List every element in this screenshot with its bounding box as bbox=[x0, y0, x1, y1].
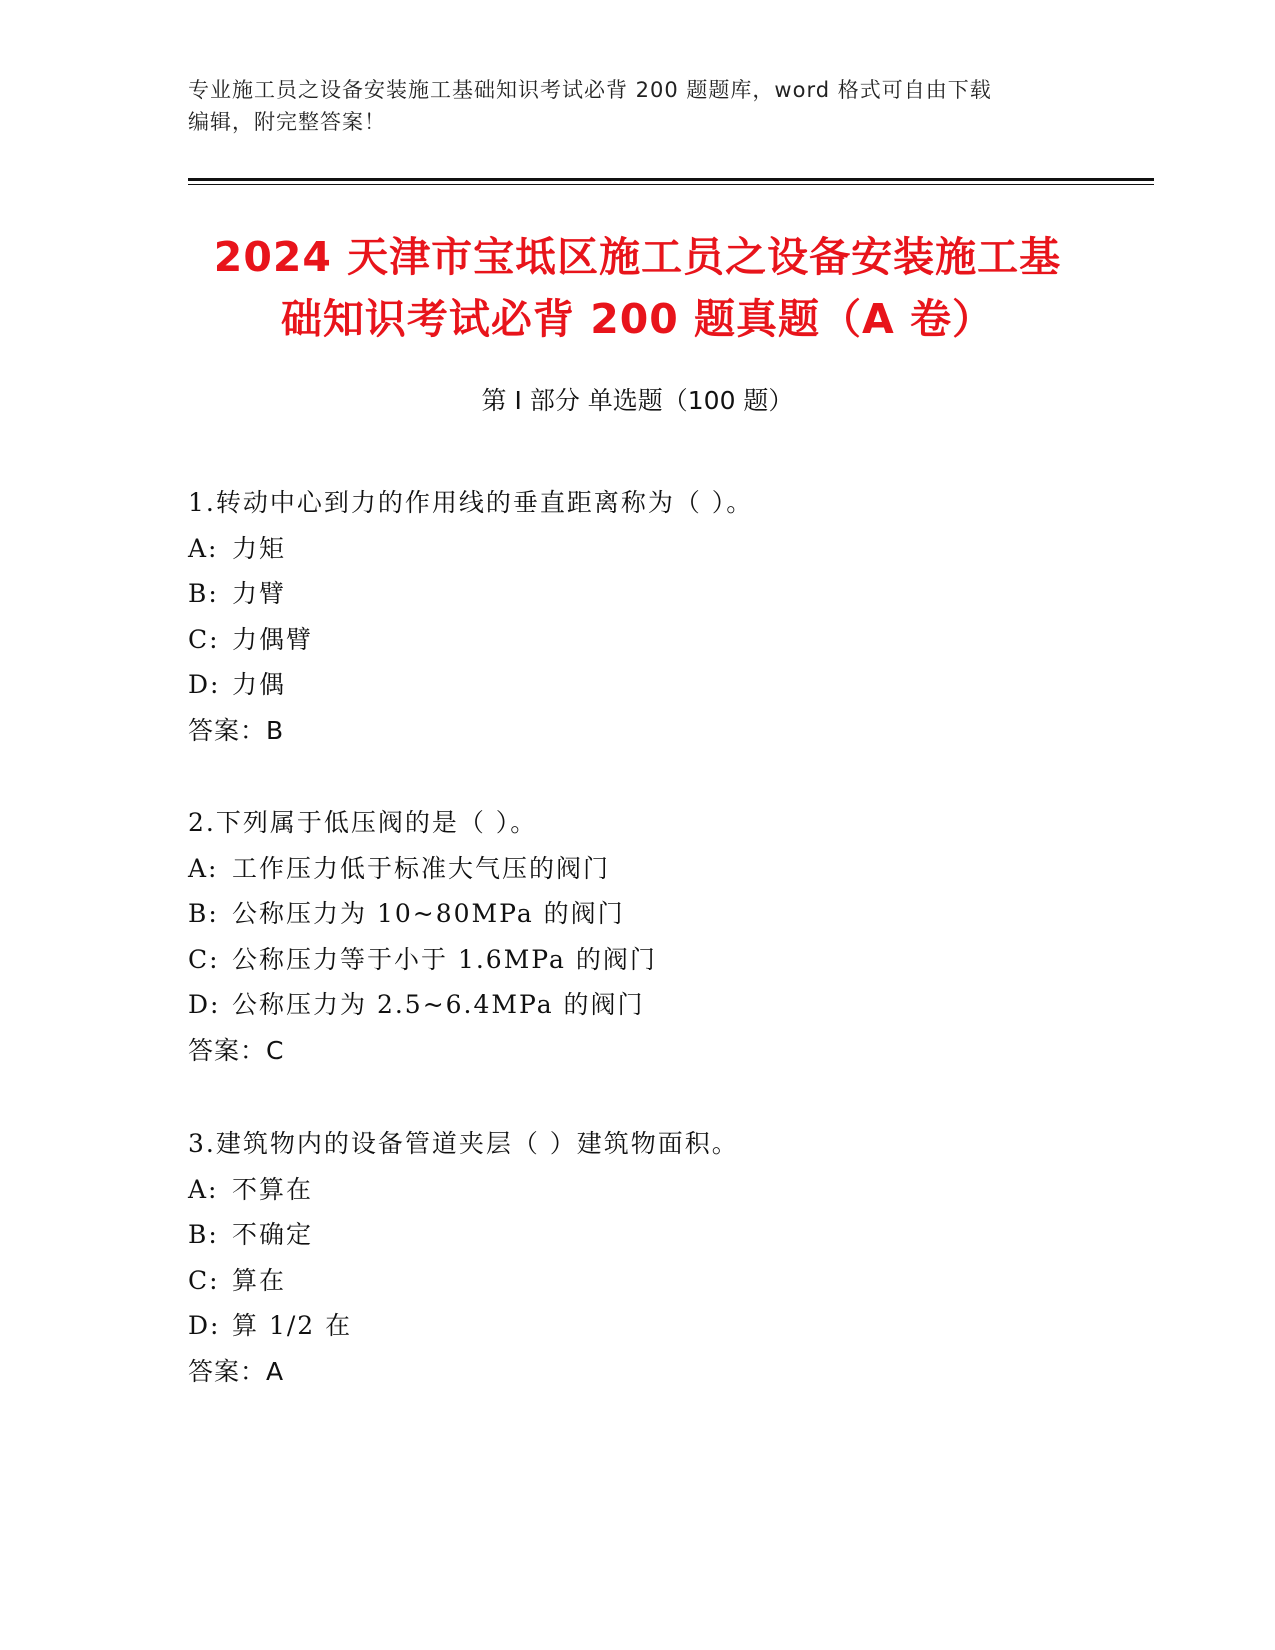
question-stem: 2.下列属于低压阀的是（ ）。 bbox=[188, 808, 538, 837]
option-text: 工作压力低于标准大气压的阀门 bbox=[232, 853, 611, 883]
option-text: 力偶 bbox=[232, 670, 287, 699]
option-b bbox=[188, 891, 1088, 937]
option-text: 力矩 bbox=[232, 533, 287, 563]
option-text: 公称压力等于小于 1.6MPa 的阀门 bbox=[232, 944, 657, 974]
answer-line: 答案：B bbox=[188, 715, 285, 745]
option-letter: A: bbox=[188, 533, 219, 563]
option-text: 公称压力为 10~80MPa 的阀门 bbox=[232, 899, 625, 928]
option-letter: A: bbox=[188, 1174, 219, 1204]
option-letter: D: bbox=[188, 1311, 221, 1340]
question-1 bbox=[188, 480, 1088, 753]
option-text: 力偶臂 bbox=[232, 624, 314, 654]
option-a bbox=[188, 1167, 1088, 1213]
question-stem: 1.转动中心到力的作用线的垂直距离称为（ ）。 bbox=[188, 488, 754, 517]
option-letter: A: bbox=[188, 853, 219, 883]
option-text: 不算在 bbox=[232, 1174, 314, 1204]
option-d bbox=[188, 982, 1088, 1028]
option-a bbox=[188, 846, 1088, 892]
question-3 bbox=[188, 1121, 1088, 1394]
question-2 bbox=[188, 800, 1088, 1073]
option-d bbox=[188, 1303, 1088, 1349]
document-title-line-1: 2024 天津市宝坻区施工员之设备安装施工基 bbox=[213, 233, 1062, 281]
answer-line: 答案：C bbox=[188, 1035, 285, 1065]
option-letter: B: bbox=[188, 899, 219, 928]
option-text: 算 1/2 在 bbox=[232, 1311, 353, 1340]
option-c bbox=[188, 1258, 1088, 1304]
option-text: 不确定 bbox=[232, 1220, 314, 1249]
option-b bbox=[188, 571, 1088, 617]
option-d bbox=[188, 662, 1088, 708]
option-text: 算在 bbox=[232, 1265, 287, 1295]
question-stem: 3.建筑物内的设备管道夹层（ ）建筑物面积。 bbox=[188, 1129, 739, 1158]
header-note-line-2: 编辑，附完整答案！ bbox=[188, 110, 386, 134]
document-title-line-2: 础知识考试必背 200 题真题（A 卷） bbox=[280, 295, 995, 343]
option-c bbox=[188, 617, 1088, 663]
option-letter: B: bbox=[188, 579, 219, 608]
answer-line: 答案：A bbox=[188, 1356, 285, 1386]
option-b bbox=[188, 1212, 1088, 1258]
header-note bbox=[188, 74, 1088, 138]
header-note-line-1: 专业施工员之设备安装施工基础知识考试必背 200 题题库，word 格式可自由下载 bbox=[188, 78, 992, 102]
document-title bbox=[150, 226, 1125, 350]
section-heading: 第 I 部分 单选题（100 题） bbox=[481, 386, 794, 415]
option-c bbox=[188, 937, 1088, 983]
option-letter: C: bbox=[188, 1265, 220, 1295]
option-text: 公称压力为 2.5~6.4MPa 的阀门 bbox=[232, 990, 645, 1019]
option-a bbox=[188, 526, 1088, 572]
header-divider-thin bbox=[188, 184, 1154, 185]
option-letter: D: bbox=[188, 670, 221, 699]
option-letter: B: bbox=[188, 1220, 219, 1249]
header-divider-thick bbox=[188, 178, 1154, 181]
option-text: 力臂 bbox=[232, 579, 287, 608]
option-letter: D: bbox=[188, 990, 221, 1019]
option-letter: C: bbox=[188, 944, 220, 974]
option-letter: C: bbox=[188, 624, 220, 654]
